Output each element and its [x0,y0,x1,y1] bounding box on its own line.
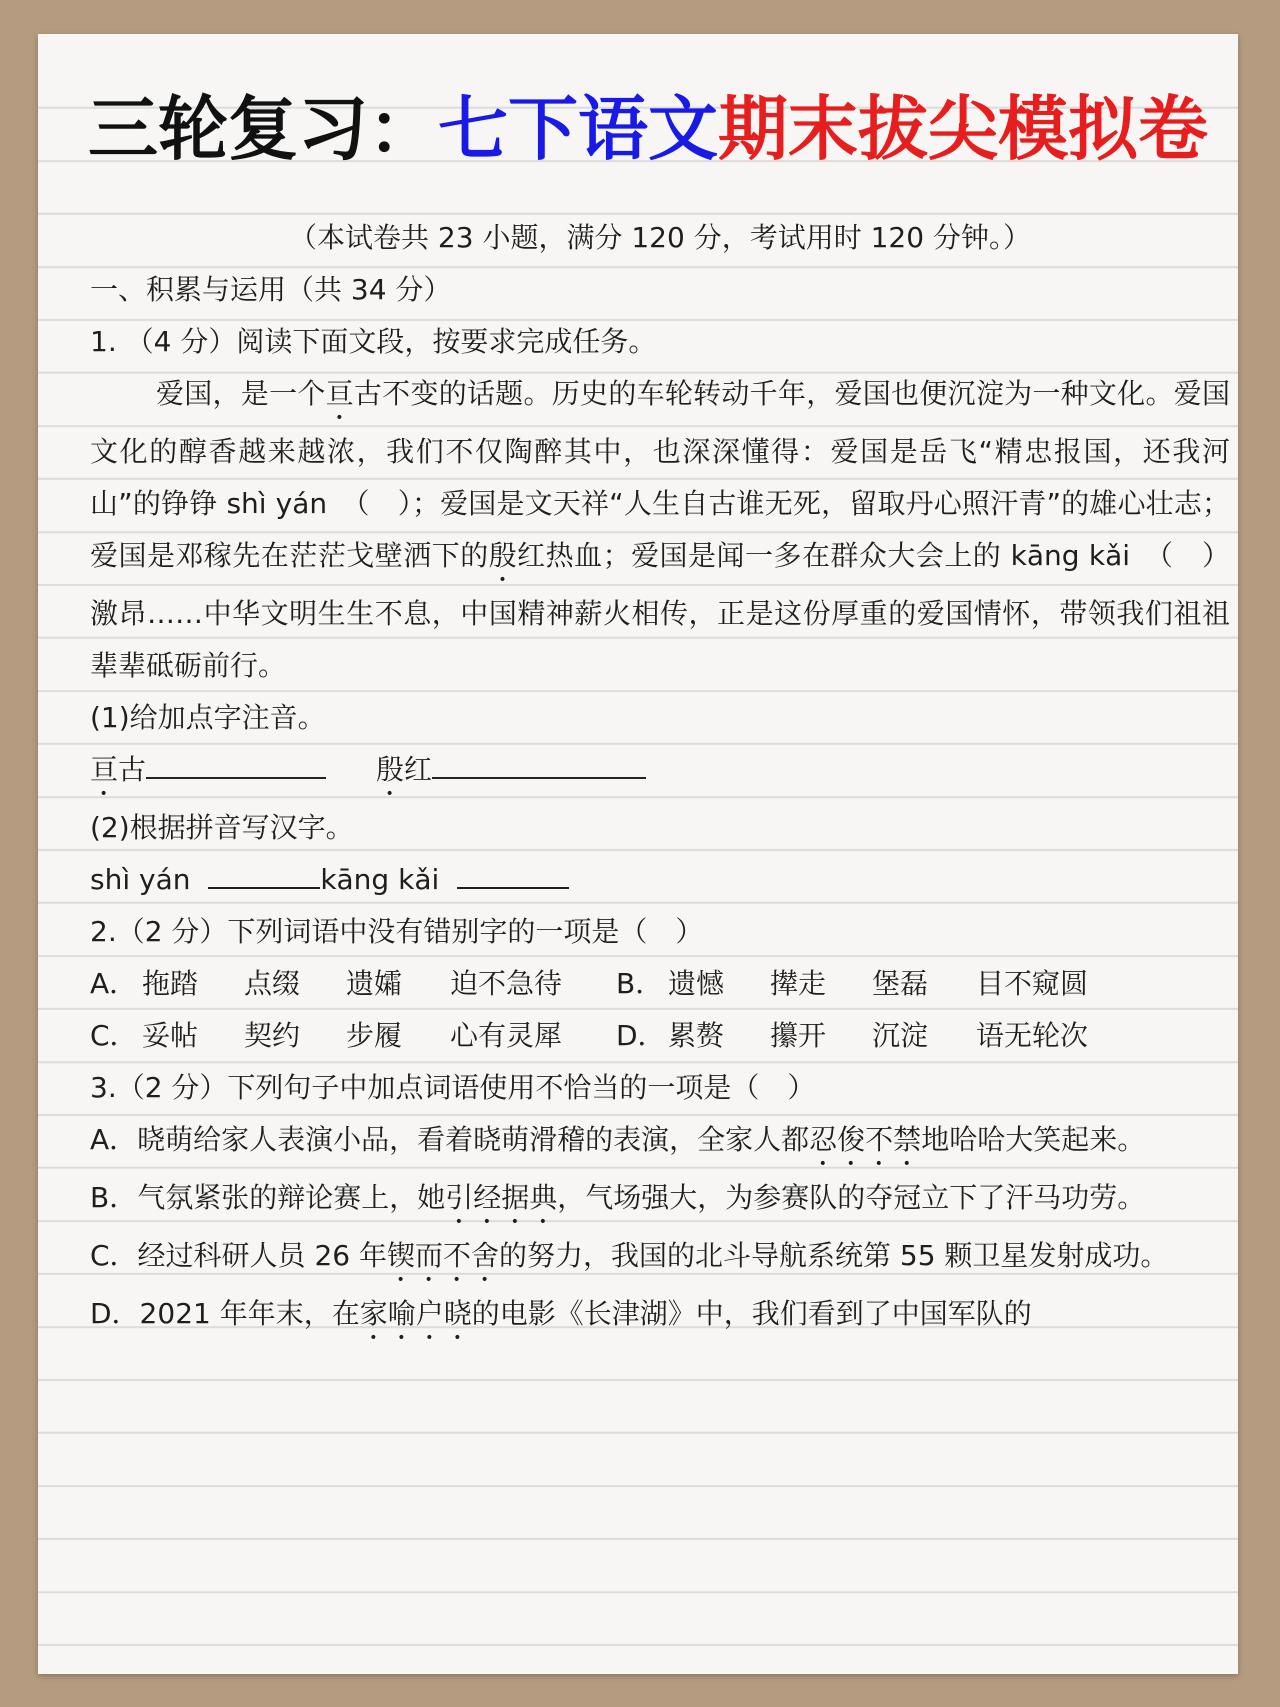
answer-blank[interactable] [146,749,326,779]
passage-text: 红热血；爱国是闻一多在群众大会上的 kāng kǎi （ ）激昂……中华文明生生不息，中国精神薪火相传，正是这份厚重的爱国情怀，带领我们祖祖辈辈砥砺前行。 [90,539,1230,682]
option-word: 遗憾 [668,967,725,1000]
question-3-option-b [90,1172,1230,1230]
option-word: 累赘 [668,1019,725,1052]
page-title [88,87,1228,170]
dotted-char: 殷 [488,539,518,572]
option-word: 撵走 [770,967,827,1000]
dotted-char: 亘 [325,377,354,410]
sub-question-1: (1)给加点字注音。 [90,701,326,734]
title-part-1: 三轮复习： [88,87,438,170]
sub-question-2: (2)根据拼音写汉字。 [90,811,354,844]
option-text: D．2021 年年末，在 [90,1297,360,1330]
option-word: 步履 [346,1019,403,1052]
question-3-option-d [90,1288,1230,1346]
option-text: 地哈哈大笑起来。 [921,1123,1146,1156]
pinyin-text: kāng kǎi [320,863,440,896]
option-text: 的电影《长津湖》中，我们看到了中国军队的 [471,1297,1032,1330]
dotted-char: 殷 [376,753,405,786]
option-text: 的努力，我国的北斗导航系统第 55 颗卫星发射成功。 [499,1239,1169,1272]
question-1-heading: 1. （4 分）阅读下面文段，按要求完成任务。 [90,325,657,358]
dotted-phrase: 家喻户晓 [359,1297,472,1330]
option-word: 点缀 [244,967,301,1000]
exam-content [90,212,1230,1346]
exam-info: （本试卷共 23 小题，满分 120 分，考试用时 120 分钟。） [289,221,1031,254]
option-text: B．气氛紧张的辩论赛上，她 [90,1181,446,1214]
option-text: ，气场强大，为参赛队的夺冠立下了汗马功劳。 [557,1181,1146,1214]
title-part-2: 七下语文 [438,87,718,170]
option-word: 沉淀 [872,1019,929,1052]
option-letter: A． [90,967,138,1000]
pinyin-answer-row [90,744,1230,802]
option-word: 契约 [244,1019,301,1052]
option-word: 心有灵犀 [450,1019,563,1052]
title-part-3: 期末拔尖模拟卷 [718,87,1208,170]
option-row [90,1010,1230,1062]
dotted-char: 亘 [90,753,119,786]
option-text: A．晓萌给家人表演小品，看着晓萌滑稽的表演，全家人都 [90,1123,810,1156]
option-word: 攥开 [770,1019,827,1052]
answer-blank[interactable] [208,859,320,889]
option-word: 拖踏 [142,967,199,1000]
dotted-phrase: 引经据典 [445,1181,558,1214]
option-word: 语无轮次 [976,1019,1089,1052]
dotted-phrase: 锲而不舍 [386,1239,499,1272]
passage-text: 爱国，是一个 [156,377,326,410]
option-word: 妥帖 [142,1019,199,1052]
hanzi-answer-row [90,854,1230,906]
section-heading: 一、积累与运用（共 34 分） [90,273,452,306]
pinyin-text: shì yán [90,863,191,896]
option-letter: D． [616,1019,666,1052]
question-3-heading: 3.（2 分）下列句子中加点词语使用不恰当的一项是（ ） [90,1071,816,1104]
option-text: C．经过科研人员 26 年 [90,1239,387,1272]
option-letter: B． [616,967,664,1000]
passage-text: 古不变的话题。历史的车轮转动千年，爱国也便沉淀为一种文化。爱国文化的醇香越来越浓，我们不仅陶醉其中，也深深懂得：爱国是岳飞“精忠报国，还我河山”的铮铮 shì yán （ ）；爱国是文天祥“人生自古谁无死，留取丹心照汗青”的雄心壮志；爱国是邓稼先在茫茫戈壁洒下的 [90,377,1230,572]
option-row [90,958,1230,1010]
answer-blank[interactable] [457,859,569,889]
option-letter: C． [90,1019,138,1052]
word-rest: 古 [118,753,147,786]
answer-blank[interactable] [432,749,646,779]
word-rest: 红 [404,753,433,786]
option-word: 迫不急待 [450,967,563,1000]
dotted-phrase: 忍俊不禁 [809,1123,922,1156]
question-3-option-a [90,1114,1230,1172]
option-word: 目不窥圆 [976,967,1089,1000]
question-3-option-c [90,1230,1230,1288]
option-word: 堡磊 [872,967,929,1000]
option-word: 遗孀 [346,967,403,1000]
exam-paper [38,34,1238,1674]
question-1-passage [90,368,1230,692]
question-2-heading: 2.（2 分）下列词语中没有错别字的一项是（ ） [90,915,704,948]
